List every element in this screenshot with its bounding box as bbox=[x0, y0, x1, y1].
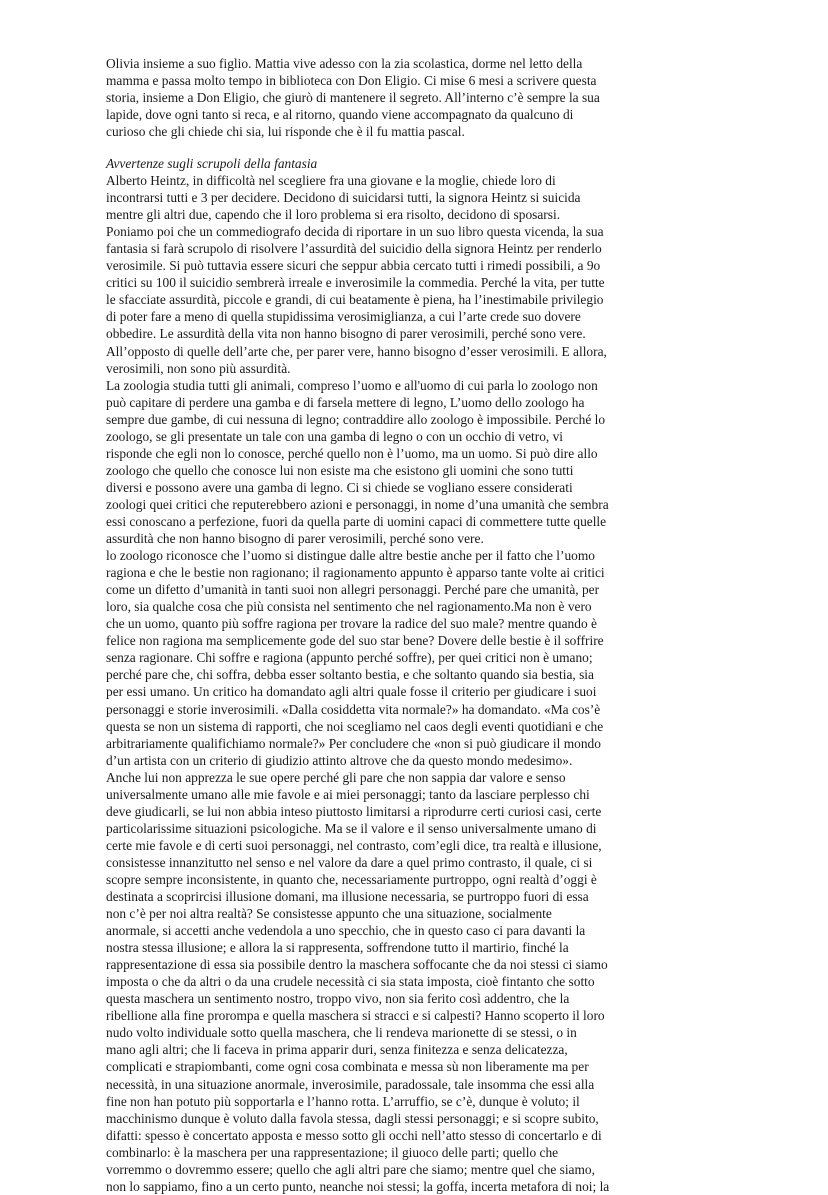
text-line: fantasia si farà scrupolo di risolvere l’assurdità del suicidio della signora Heintz per renderlo bbox=[106, 241, 602, 257]
text-line: verosimile. Si può tuttavia essere sicuri che seppur abbia cercato tutti i rimedi possibili, a 9o bbox=[106, 258, 601, 274]
text-line: perché pare che, chi soffra, debba esser soltanto bestia, e che soltanto quando sia bestia, sia bbox=[106, 667, 594, 683]
text-line: risponde che egli non lo conosce, perché quello non è l’uomo, ma un uomo. Si può dire allo bbox=[106, 445, 598, 461]
text-line: zoologo che quello che conosce lui non esiste ma che esistono gli uomini che sono tutti bbox=[106, 462, 574, 478]
text-line: critici su 100 il suicidio sembrerà irreale e inverosimile la commedia. Perché la vita, per tutte bbox=[106, 275, 605, 291]
text-line: arbitrariamente qualifichiamo normale?» Per concludere che «non si può giudicare il mondo bbox=[106, 735, 601, 751]
text-line: assurdità che non hanno bisogno di parer verosimili, perché sono vere. bbox=[106, 531, 484, 547]
text-line: rappresentazione di essa sia possibile dentro la maschera soffocante che da noi stessi ci siamo bbox=[106, 957, 608, 973]
text-line: verosimili, non sono più assurdità. bbox=[106, 360, 291, 376]
text-line: fine non han potuto più sopportarla e l’hanno rotta. L’arruffio, se c’è, dunque è voluto; il bbox=[106, 1093, 580, 1109]
text-line: di poter fare a meno di quella stupidissima verosimiglianza, a cui l’arte crede suo dovere bbox=[106, 309, 581, 325]
text-line: vorremmo o dovremmo essere; quello che agli altri pare che siamo; mentre quel che siamo, bbox=[106, 1161, 595, 1177]
text-line: difatti: spesso è concertato apposta e messo sotto gli occhi nell’atto stesso di concertarlo e di bbox=[106, 1127, 602, 1143]
text-line: necessità, in una situazione anormale, inverosimile, paradossale, tale insomma che essi alla bbox=[106, 1076, 595, 1092]
text-line: Alberto Heintz, in difficoltà nel scegliere fra una giovane e la moglie, chiede loro di bbox=[106, 173, 556, 189]
text-line: non lo sappiamo, fino a un certo punto, neanche noi stessi; la goffa, incerta metafora di noi; la bbox=[106, 1178, 610, 1194]
text-line: zoologo, se gli presentate un tale con una gamba di legno o con un occhio di vetro, vi bbox=[106, 428, 564, 444]
text-line: incontrarsi tutti e 3 per decidere. Decidono di suicidarsi tutti, la signora Heintz si suicida bbox=[106, 190, 581, 206]
text-line: obbedire. Le assurdità della vita non hanno bisogno di parer verosimili, perché sono vere. bbox=[106, 326, 586, 342]
text-line: personaggi e storie inverosimili. «Dalla cosiddetta vita normale?» ha domandato. «Ma cos’è bbox=[106, 701, 601, 717]
text-line: imposta o che da altri o da una crudele necessità ci sia stata imposta, cioè fintanto che sotto bbox=[106, 974, 595, 990]
text-line: universalmente umano alle mie favole e ai miei personaggi; tanto da lasciare perplesso chi bbox=[106, 786, 590, 802]
text-line: La zoologia studia tutti gli animali, compreso l’uomo e all'uomo di cui parla lo zoologo non bbox=[106, 377, 598, 393]
text-line: mano agli altri; che li faceva in prima apparir duri, senza finitezza e senza delicatezza, bbox=[106, 1042, 568, 1058]
text-line: non c’è per noi altra realtà? Se consistesse appunto che una situazione, socialmente bbox=[106, 906, 552, 922]
text-line: può capitare di perdere una gamba e di farsela mettere di legno, L’uomo dello zoologo ha bbox=[106, 394, 585, 410]
text-line: Poniamo poi che un commediografo decida di riportare in un suo libro questa vicenda, la sua bbox=[106, 224, 604, 240]
text-line: essi conoscano a perfezione, fuori da quella parte di uomini capaci di commettere tutte quelle bbox=[106, 513, 607, 529]
text-line: Olivia insieme a suo figlio. Mattia vive adesso con la zia scolastica, dorme nel letto della bbox=[106, 56, 583, 71]
text-line: consistesse innanzitutto nel senso e nel valore da dare a quel primo contrasto, il quale, ci si bbox=[106, 854, 593, 870]
text-line: questa se non un sistema di rapporti, che noi scegliamo nel caos degli eventi quotidiani e che bbox=[106, 718, 604, 734]
text-line: scopre sempre inconsistente, in quanto che, necessariamente purtroppo, ogni realtà d’oggi è bbox=[106, 871, 597, 887]
text-line: lo zoologo riconosce che l’uomo si distingue dalle altre bestie anche per il fatto che l’uomo bbox=[106, 548, 595, 564]
text-line: curioso che gli chiede chi sia, lui risponde che è il fu mattia pascal. bbox=[106, 124, 465, 140]
text-line: mamma e passa molto tempo in biblioteca con Don Eligio. Ci mise 6 mesi a scrivere questa bbox=[106, 73, 597, 89]
text-line: felice non ragiona ma semplicemente gode del suo star bene? Dovere delle bestie è il soffrire bbox=[106, 633, 604, 649]
text-line: le sfacciate assurdità, piccole e grandi, di cui beatamente è piena, ha l’inestimabile privilegio bbox=[106, 292, 604, 308]
text-line: certe mie favole e di certi suoi personaggi, nel contrasto, com’egli dice, tra realtà e illusione, bbox=[106, 837, 602, 853]
text-line: nudo volto individuale sotto quella maschera, che li rendeva marionette di se stessi, o in bbox=[106, 1025, 577, 1041]
text-line: combinarlo: è la maschera per una rappresentazione; il giuoco delle parti; quello che bbox=[106, 1144, 559, 1160]
text-line: che un uomo, quanto più soffre ragiona per trovare la radice del suo male? mentre quando è bbox=[106, 616, 597, 632]
text-line: ribellione alla fine prorompa e quella maschera si stracci e si calpesti? Hanno scoperto il loro bbox=[106, 1008, 605, 1024]
text-line: All’opposto di quelle dell’arte che, per parer vere, hanno bisogno d’esser verosimili. E allora, bbox=[106, 343, 607, 359]
text-line: ragiona e che le bestie non ragionano; il ragionamento appunto è apparso tante volte ai critici bbox=[106, 565, 605, 581]
text-line: deve giudicarli, se lui non abbia inteso piuttosto limitarsi a riprodurre certi curiosi casi, certe bbox=[106, 803, 602, 819]
intro-paragraph bbox=[106, 55, 726, 140]
text-line: mentre gli altri due, capendo che il loro problema si era risolto, decidono di sposarsi. bbox=[106, 207, 561, 223]
text-line: Anche lui non apprezza le sue opere perché gli pare che non sappia dar valore e senso bbox=[106, 769, 566, 785]
text-line: macchinismo dunque è voluto dalla favola stessa, dagli stessi personaggi; e si scopre subito, bbox=[106, 1110, 599, 1126]
text-line: zoologi quei critici che reputerebbero azioni e personaggi, in nome d’una umanità che sembra bbox=[106, 496, 609, 512]
text-line: nostra stessa illusione; e allora la si rappresenta, soffrendone tutto il martirio, finché la bbox=[106, 940, 569, 956]
section-title: Avvertenze sugli scrupoli della fantasia bbox=[106, 156, 318, 171]
text-line: sempre due gambe, di cui nessuna di legno; contraddire allo zoologo è impossibile. Perché lo bbox=[106, 411, 606, 427]
text-line: d’un artista con un criterio di giudizio attinto altrove che da questo mondo medesimo». bbox=[106, 752, 573, 768]
text-line: come un difetto d’umanità in tanti suoi non allegri personaggi. Perché pare che umanità, per bbox=[106, 582, 600, 598]
text-line: senza ragionare. Chi soffre e ragiona (appunto perché soffre), per quei critici non è umano; bbox=[106, 650, 593, 666]
text-line: particolarissime situazioni psicologiche. Ma se il valore e il senso universalmente umano di bbox=[106, 820, 597, 836]
text-line: questa maschera un sentimento nostro, troppo vivo, non sia ferito così addentro, che la bbox=[106, 991, 570, 1007]
text-line: complicati e strapiombanti, come ogni cosa combinata e messa sù non liberamente ma per bbox=[106, 1059, 589, 1075]
text-line: destinata a scoprircisi illusione domani, ma illusione necessaria, se purtroppo fuori di essa bbox=[106, 889, 589, 905]
text-line: per essi umano. Un critico ha domandato agli altri quale fosse il criterio per giudicare i suoi bbox=[106, 684, 597, 700]
text-line: anormale, si accetti anche vedendola a uno specchio, che in questo caso ci para davanti la bbox=[106, 923, 586, 939]
main-section bbox=[106, 155, 726, 1195]
text-line: diversi e possono avere una gamba di legno. Ci si chiede se vogliano essere considerati bbox=[106, 479, 573, 495]
text-line: loro, sia qualche cosa che più consista nel sentimento che nel ragionamento.Ma non è vero bbox=[106, 599, 592, 615]
text-line: storia, insieme a Don Eligio, che giurò di mantenere il segreto. All’interno c’è sempre la sua bbox=[106, 90, 600, 106]
text-line: lapide, dove ogni tanto si reca, e al ritorno, quando viene accompagnato da qualcuno di bbox=[106, 107, 574, 123]
